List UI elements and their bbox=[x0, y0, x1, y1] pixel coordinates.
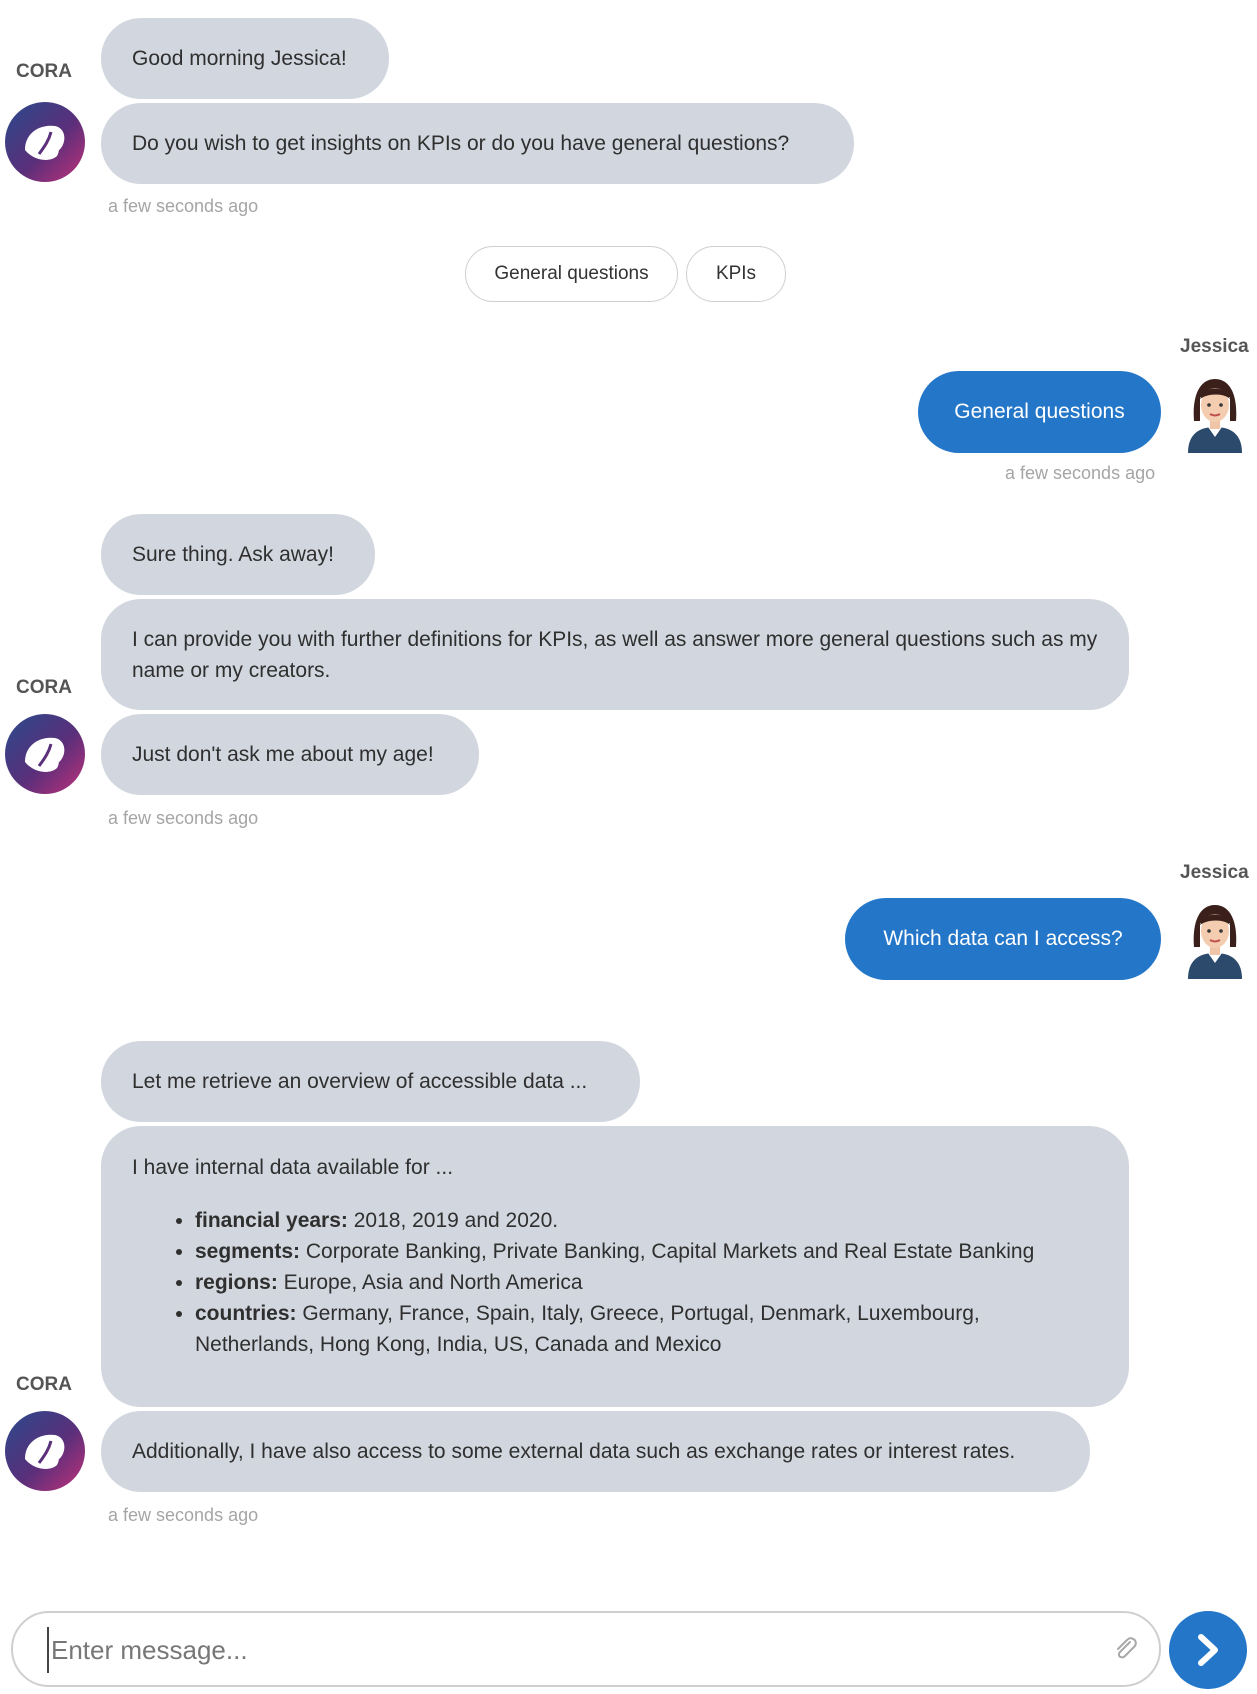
cora-avatar-icon bbox=[5, 1411, 85, 1491]
bot-name-label: CORA bbox=[16, 1374, 72, 1395]
bot-message-text: I can provide you with further definitions for KPIs, as well as answer more general questions such as my name or my creators. bbox=[132, 627, 1098, 682]
list-item bbox=[195, 1267, 1098, 1298]
list-item bbox=[195, 1298, 1098, 1360]
bot-message-bubble: Sure thing. Ask away! bbox=[101, 514, 375, 595]
bot-name-label: CORA bbox=[16, 61, 72, 82]
list-item-label: segments: bbox=[195, 1240, 301, 1263]
bot-message-bubble bbox=[101, 599, 1129, 710]
list-item-value: Germany, France, Spain, Italy, Greece, Portugal, Denmark, Luxembourg, Netherlands, Hong Kong, India, US, Canada and Mexico bbox=[195, 1302, 980, 1356]
user-message-bubble: Which data can I access? bbox=[845, 898, 1161, 980]
user-name-label: Jessica bbox=[1180, 336, 1249, 357]
cora-avatar-icon bbox=[5, 714, 85, 794]
list-item-label: countries: bbox=[195, 1302, 297, 1325]
data-availability-list bbox=[132, 1205, 1098, 1360]
list-item-label: financial years: bbox=[195, 1209, 348, 1232]
bot-message-bubble: Let me retrieve an overview of accessible data ... bbox=[101, 1041, 640, 1122]
bot-message-bubble: Just don't ask me about my age! bbox=[101, 714, 479, 795]
message-input[interactable] bbox=[47, 1627, 1083, 1673]
bot-message-bubble: Do you wish to get insights on KPIs or do you have general questions? bbox=[101, 103, 854, 184]
bot-message-bubble: Additionally, I have also access to some external data such as exchange rates or interest rates. bbox=[101, 1411, 1090, 1492]
bot-data-list-bubble bbox=[101, 1126, 1129, 1407]
send-button[interactable] bbox=[1169, 1611, 1247, 1689]
quick-reply-kpis[interactable]: KPIs bbox=[686, 246, 786, 302]
paperclip-icon[interactable] bbox=[1110, 1634, 1140, 1664]
chevron-right-icon bbox=[1193, 1633, 1225, 1667]
user-name-label: Jessica bbox=[1180, 862, 1249, 883]
user-avatar-icon bbox=[1184, 373, 1246, 453]
list-item-value: 2018, 2019 and 2020. bbox=[347, 1209, 559, 1232]
bot-name-label: CORA bbox=[16, 677, 72, 698]
list-item-value: Europe, Asia and North America bbox=[277, 1271, 583, 1294]
list-item-label: regions: bbox=[195, 1271, 278, 1294]
bot-message-text: I have internal data available for ... bbox=[132, 1156, 454, 1179]
message-timestamp: a few seconds ago bbox=[108, 196, 259, 216]
list-item-value: Corporate Banking, Private Banking, Capital Markets and Real Estate Banking bbox=[300, 1240, 1035, 1263]
user-message-bubble: General questions bbox=[918, 371, 1161, 453]
list-item bbox=[195, 1205, 1098, 1236]
bot-message-bubble: Good morning Jessica! bbox=[101, 18, 389, 99]
message-timestamp: a few seconds ago bbox=[108, 1505, 259, 1525]
quick-reply-general-questions[interactable]: General questions bbox=[465, 246, 678, 302]
message-timestamp: a few seconds ago bbox=[1005, 463, 1156, 483]
message-composer bbox=[11, 1611, 1161, 1687]
message-timestamp: a few seconds ago bbox=[108, 808, 259, 828]
cora-avatar-icon bbox=[5, 102, 85, 182]
list-item bbox=[195, 1236, 1098, 1267]
user-avatar-icon bbox=[1184, 899, 1246, 979]
